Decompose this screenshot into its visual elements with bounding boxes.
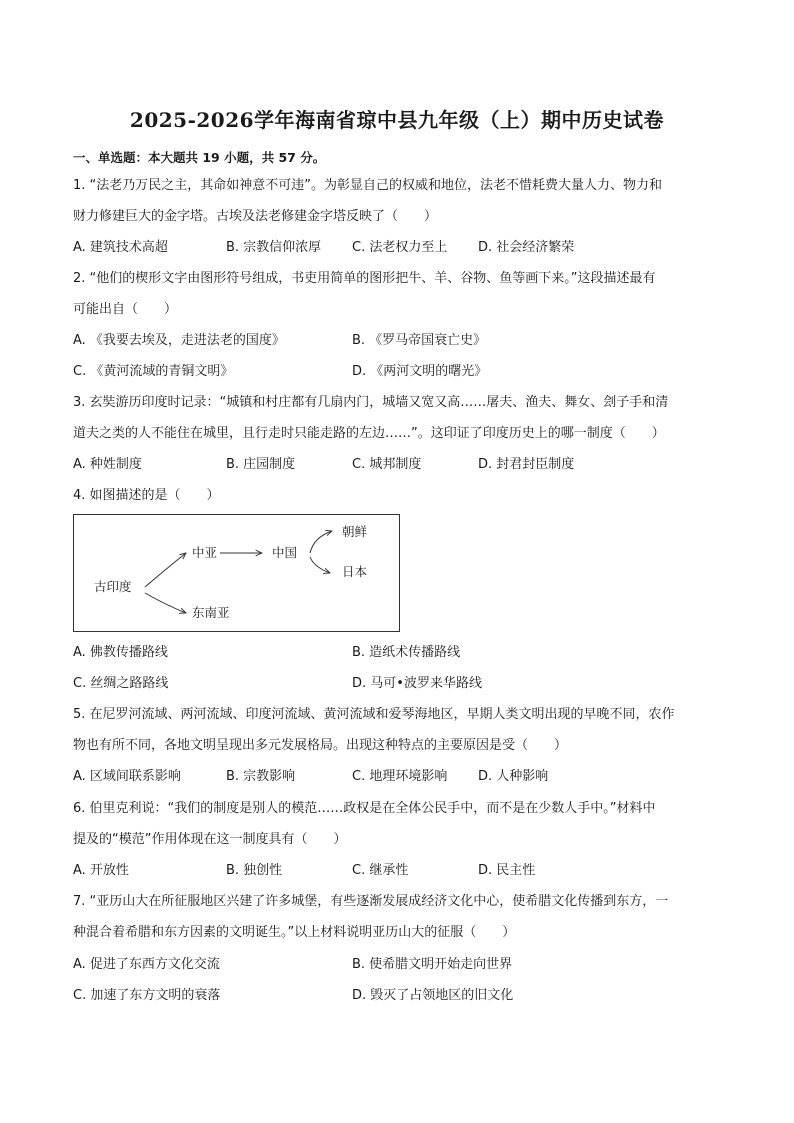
option-b[interactable]: B. 庄园制度 (226, 457, 296, 472)
option-b[interactable]: B. 宗教信仰浓厚 (226, 240, 322, 255)
option-c[interactable]: C. 法老权力至上 (352, 240, 448, 255)
option-d[interactable]: D. 马可•波罗来华路线 (352, 676, 482, 691)
arrow-to-southeast-asia (145, 593, 186, 613)
option-a[interactable]: A. 种姓制度 (73, 457, 142, 472)
section-heading: 一、单选题：本大题共 19 小题，共 57 分。 (73, 150, 326, 165)
question-text: 可能出自（ ） (73, 302, 178, 317)
option-d[interactable]: D. 人种影响 (478, 769, 549, 784)
option-d[interactable]: D. 民主性 (478, 863, 536, 878)
label-japan: 日本 (342, 564, 368, 579)
option-a[interactable]: A. 佛教传播路线 (73, 645, 168, 660)
option-c[interactable]: C. 《黄河流域的青铜文明》 (73, 364, 234, 379)
question-text: 1. “法老乃万民之主，其命如神意不可违”。为彰显自己的权威和地位，法老不惜耗费大量人力、物力和 (73, 178, 663, 193)
option-b[interactable]: B. 《罗马帝国衰亡史》 (352, 333, 487, 348)
option-a[interactable]: A. 《我要去埃及，走进法老的国度》 (73, 333, 285, 348)
option-c[interactable]: C. 丝绸之路路线 (73, 676, 169, 691)
option-a[interactable]: A. 开放性 (73, 863, 129, 878)
option-d[interactable]: D. 《两河文明的曙光》 (352, 364, 488, 379)
question-text: 4. 如图描述的是（ ） (73, 488, 220, 503)
option-c[interactable]: C. 城邦制度 (352, 457, 422, 472)
page-title: 2025-2026学年海南省琼中县九年级（上）期中历史试卷 (129, 108, 665, 132)
question-text: 财力修建巨大的金字塔。古埃及法老修建金字塔反映了（ ） (73, 209, 438, 224)
option-d[interactable]: D. 封君封臣制度 (478, 457, 575, 472)
option-a[interactable]: A. 促进了东西方文化交流 (73, 957, 220, 972)
arrow-to-central-asia (145, 553, 186, 587)
option-d[interactable]: D. 毁灭了占领地区的旧文化 (352, 988, 514, 1003)
label-southeast-asia: 东南亚 (192, 605, 230, 620)
arrow-to-japan (310, 557, 330, 573)
question-text: 3. 玄奘游历印度时记录：“城镇和村庄都有几扇内门，城墙又宽又高……屠夫、渔夫、舞女、刽子手和清 (73, 395, 669, 410)
question-text: 道夫之类的人不能住在城里，且行走时只能走路的左边……”。这印证了印度历史上的哪一制度（ ） (73, 426, 665, 441)
option-a[interactable]: A. 区域间联系影响 (73, 769, 181, 784)
option-c[interactable]: C. 继承性 (352, 863, 409, 878)
option-d[interactable]: D. 社会经济繁荣 (478, 240, 575, 255)
option-b[interactable]: B. 使希腊文明开始走向世界 (352, 957, 513, 972)
label-ancient-india: 古印度 (94, 579, 132, 594)
question-text: 物也有所不同，各地文明呈现出多元发展格局。出现这种特点的主要原因是受（ ） (73, 738, 568, 753)
label-central-asia: 中亚 (192, 545, 218, 560)
option-b[interactable]: B. 造纸术传播路线 (352, 645, 461, 660)
question-text: 2. “他们的楔形文字由图形符号组成，书吏用简单的图形把牛、羊、谷物、鱼等画下来。”这段描述最有 (73, 271, 656, 286)
option-a[interactable]: A. 建筑技术高超 (73, 240, 168, 255)
option-c[interactable]: C. 地理环境影响 (352, 769, 448, 784)
question-text: 提及的“模范”作用体现在这一制度具有（ ） (73, 832, 347, 847)
question-text: 5. 在尼罗河流域、两河流域、印度河流域、黄河流域和爱琴海地区，早期人类文明出现的早晚不同，农作 (73, 707, 675, 722)
route-diagram (73, 514, 400, 632)
arrow-to-korea (310, 531, 332, 553)
label-china: 中国 (272, 545, 298, 560)
question-text: 6. 伯里克利说：“我们的制度是别人的模范……政权是在全体公民手中，而不是在少数人手中。”材料中 (73, 801, 656, 816)
label-korea: 朝鲜 (342, 524, 368, 539)
option-b[interactable]: B. 宗教影响 (226, 769, 296, 784)
question-text: 7. “亚历山大在所征服地区兴建了许多城堡，有些逐渐发展成经济文化中心，使希腊文化传播到东方，一 (73, 894, 669, 909)
option-c[interactable]: C. 加速了东方文明的衰落 (73, 988, 221, 1003)
question-text: 种混合着希腊和东方因素的文明诞生。”以上材料说明亚历山大的征服（ ） (73, 925, 516, 940)
option-b[interactable]: B. 独创性 (226, 863, 283, 878)
